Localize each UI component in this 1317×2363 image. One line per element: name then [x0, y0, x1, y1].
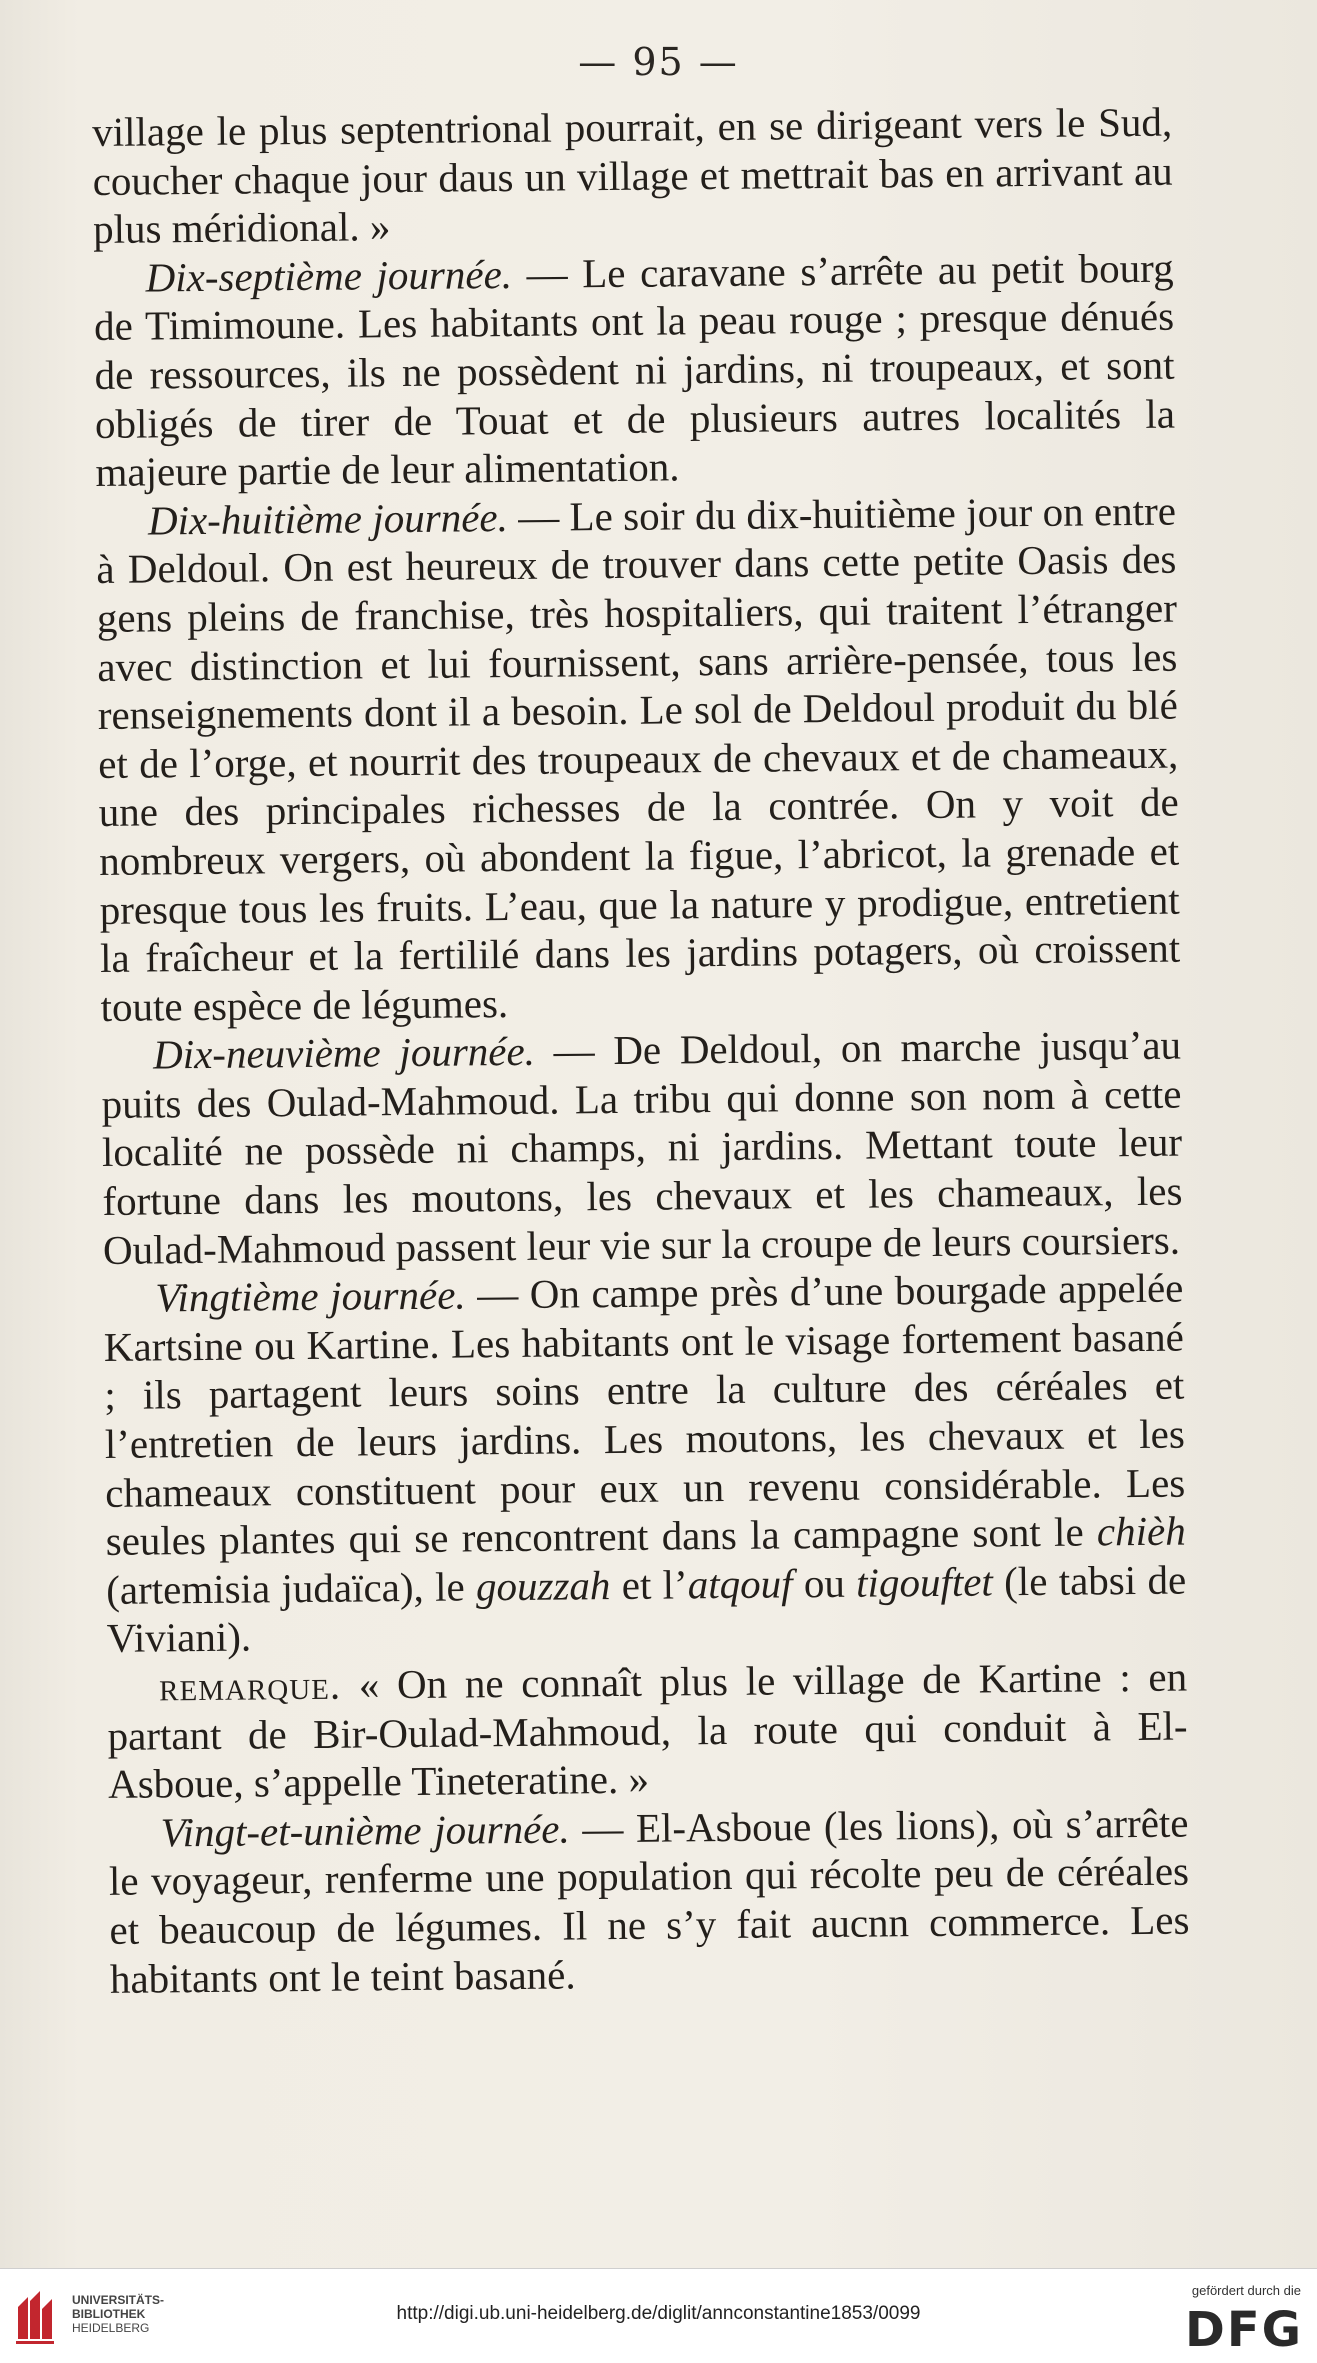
italic-text: tigouftet — [855, 1558, 994, 1606]
text-run: — De Deldoul, on marche jusqu’au puits des Oulad-Mahmoud. La tribu qui donne son nom à cette localité ne possède ni champs, ni jardins. Mettant toute leur fortune dans les moutons, les chevaux et les chameaux, les Oulad-Mahmoud passent leur vie sur la croupe de leurs coursiers. — [101, 1021, 1183, 1273]
library-name-line: HEIDELBERG — [72, 2321, 150, 2335]
paragraph — [92, 98, 1173, 254]
text-run: — Le caravane s’arrête au petit bourg de Timimoune. Les habitants ont la peau rouge ; presque dénués de ressources, ils ne possèdent ni jardins, ni troupeaux, et sont obligés de tirer de Touat et de plusieurs autres localités la majeure partie de leur alimentation. — [93, 244, 1176, 496]
italic-text: Dix-neuvième journée. — [152, 1028, 536, 1078]
paragraph — [93, 243, 1175, 496]
page-text — [92, 98, 1190, 2003]
library-name-line: UNIVERSITÄTS- — [72, 2293, 165, 2307]
italic-text: atqouf — [687, 1560, 793, 1608]
italic-text: Vingt-et-unième journée. — [160, 1805, 570, 1856]
text-run: — Le soir du dix-huitième jour on entre à Deldoul. On est heureux de trouver dans cette petite Oasis des gens pleins de franchise, très hospitaliers, qui traitent l’étranger avec distinction et lui fournissent, sans arrière-pensée, tous les renseignements dont il a besoin. Le sol de Deldoul produit du blé et de l’orge, et nourrit des troupeaux de chevaux et de chameaux, une des principales richesses de la contrée. On y voit de nombreux vergers, où abondent la figue, l’abricot, la grenade et presque tous les fruits. L’eau, que la nature y prodigue, entretient la fraîcheur et la fertililé dans les jardins potagers, où croissent toute espèce de légumes. — [96, 487, 1181, 1030]
paragraph — [108, 1798, 1190, 2003]
library-name-line: BIBLIOTHEK — [72, 2307, 146, 2321]
paragraph — [103, 1264, 1187, 1663]
italic-text: Dix-huitième journée. — [147, 493, 509, 544]
italic-text: chièh — [1096, 1507, 1186, 1555]
paragraph — [96, 486, 1181, 1031]
permalink-url[interactable]: http://digi.ub.uni-heidelberg.de/diglit/annconstantine1853/0099 — [396, 2303, 921, 2324]
italic-text: Dix-septième journée. — [145, 250, 513, 301]
italic-text: Vingtième journée. — [155, 1271, 466, 1321]
text-run: (le tabsi de Viviani). — [106, 1556, 1187, 1662]
paragraph — [107, 1653, 1188, 1809]
funded-by-label: gefördert durch die — [1191, 2283, 1301, 2298]
text-run: village le plus septentrional pourrait, en se dirigeant vers le Sud, coucher chaque jour daus un village et mettrait bas en arrivant au plus méridional. » — [92, 98, 1173, 253]
dfg-logo: DFG — [1184, 2302, 1303, 2358]
text-run: ou — [792, 1559, 857, 1607]
viewer-footer — [0, 2268, 1317, 2363]
text-run: — El-Asboue (les lions), où s’arrête le voyageur, renferme une population qui récolte peu de céréales et beaucoup de légumes. Il ne s’y fait aucnn commerce. Les habitants ont le teint basané. — [108, 1799, 1190, 2002]
text-run: (artemisia judaïca), le — [106, 1563, 477, 1613]
page-number: — 95 — — [578, 40, 739, 84]
text-run: — On campe près d’une bourgade appelée Kartsine ou Kartine. Les habitants ont le visage fortement basané ; ils partagent leurs soins entre la culture des céréales et l’entretien de leurs jardins. Les moutons, les chevaux et les chameaux constituent pour eux un revenu considérable. Les seules plantes qui se rencontrent dans la campagne sont le — [103, 1264, 1186, 1565]
paragraph — [101, 1021, 1183, 1274]
italic-text: gouzzah — [475, 1561, 611, 1610]
small-caps-text: remarque. — [158, 1661, 342, 1710]
text-run: et l’ — [610, 1561, 688, 1608]
text-run: « On ne connaît plus le village de Kartine : en partant de Bir-Oulad-Mahmoud, la route qui conduit à El-Asboue, s’appelle Tineteratine. » — [107, 1653, 1188, 1808]
